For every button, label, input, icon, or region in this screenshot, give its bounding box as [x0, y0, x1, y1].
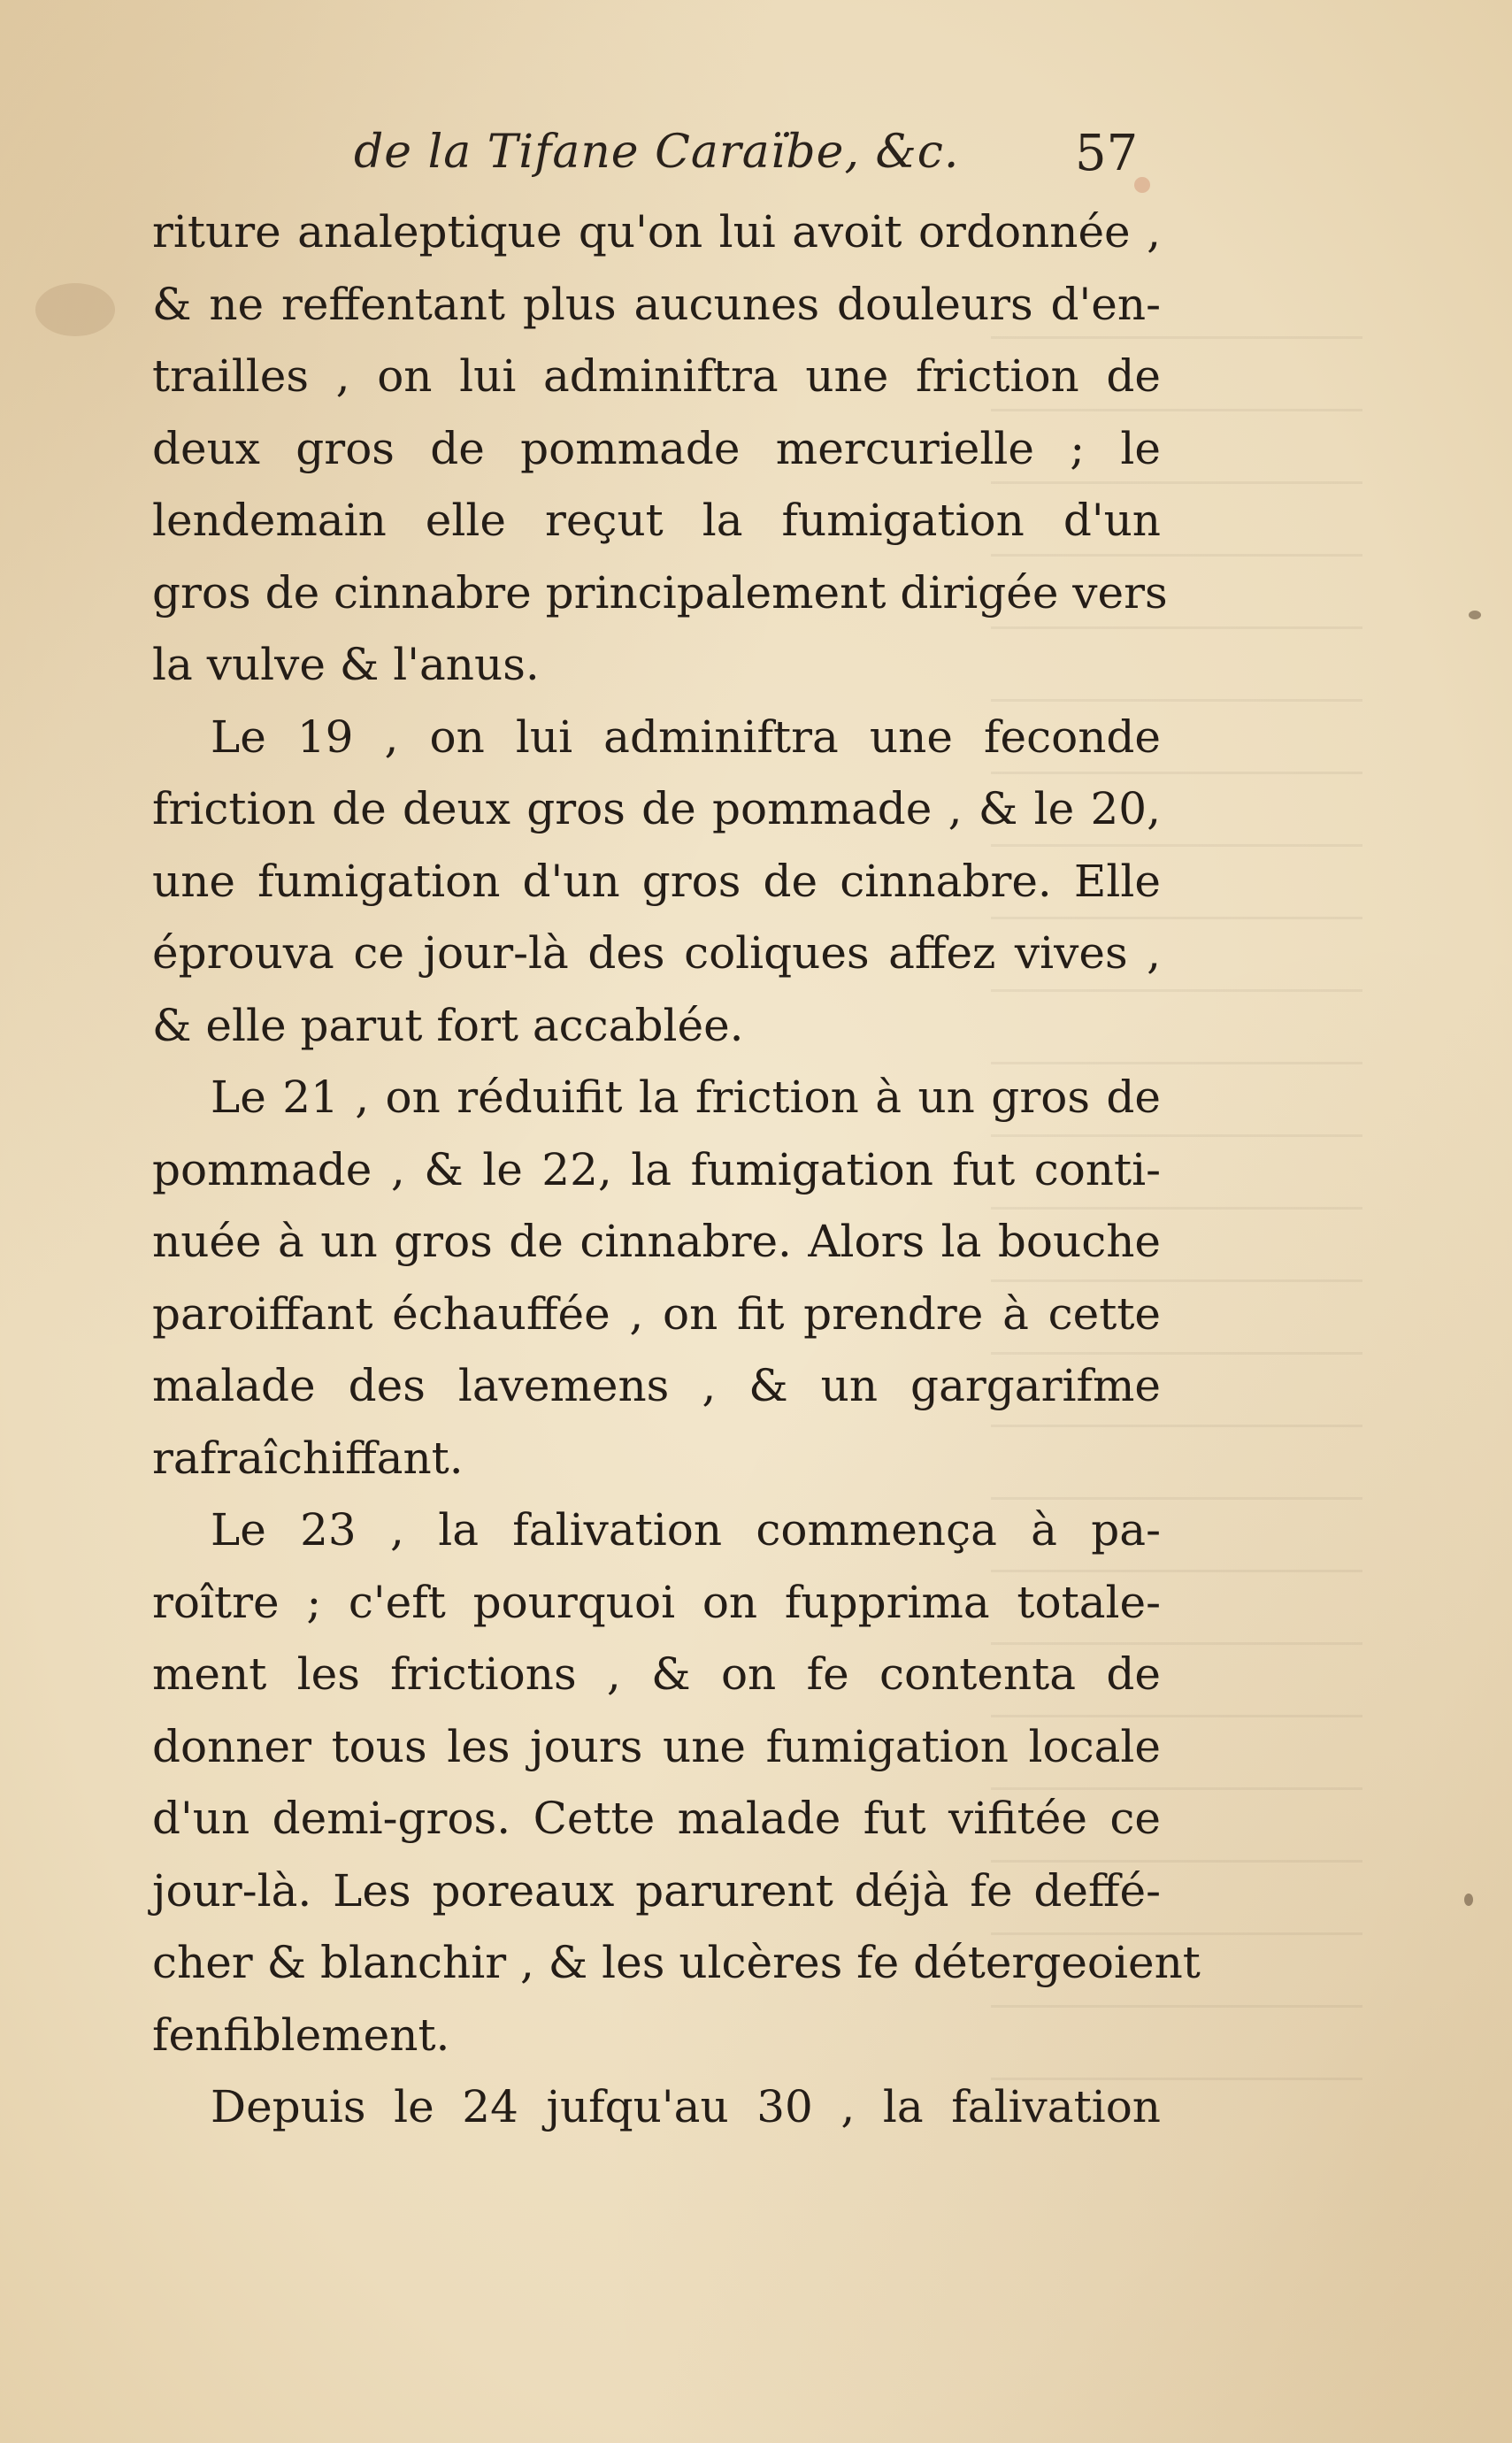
paragraph	[152, 1062, 1161, 1494]
text-line: Le 21 , on réduifit la friction à un gros de	[211, 1072, 1161, 1123]
text-line: friction de deux gros de pommade , & le 20,	[152, 783, 1161, 834]
paragraph	[152, 1494, 1201, 2071]
ink-speck	[1469, 611, 1481, 619]
text-line: lendemain elle reçut la fumigation d'un	[152, 495, 1161, 546]
text-line: deux gros de pommade mercurielle ; le	[152, 422, 1161, 474]
text-line: nuée à un gros de cinnabre. Alors la bouche	[152, 1216, 1161, 1267]
text-line: fenfiblement.	[152, 2009, 450, 2061]
ink-speck	[1464, 1894, 1473, 1906]
text-line: éprouva ce jour-là des coliques affez vives ,	[152, 927, 1161, 979]
text-line: ment les frictions , & on fe contenta de	[152, 1648, 1161, 1700]
text-line: Le 23 , la falivation commença à pa-	[211, 1504, 1161, 1556]
paragraph	[152, 196, 1168, 702]
page-number: 57	[1075, 125, 1139, 182]
text-line: jour-là. Les poreaux parurent déjà fe deffé-	[152, 1864, 1161, 1917]
text-line: paroiffant échauffée , on fit prendre à cette	[152, 1287, 1161, 1340]
text-line: Le 19 , on lui adminiftra une feconde	[211, 711, 1161, 763]
paragraph	[152, 702, 1161, 1063]
text-line: pommade , & le 22, la fumigation fut conti-	[152, 1143, 1161, 1195]
text-line: Depuis le 24 jufqu'au 30 , la falivation	[211, 2081, 1161, 2132]
text-line: donner tous les jours une fumigation locale	[152, 1720, 1161, 1772]
text-line: cher & blanchir , & les ulcères fe détergeoient	[152, 1937, 1201, 1988]
text-line: la vulve & l'anus.	[152, 639, 540, 690]
text-line: & ne reffentant plus aucunes douleurs d'en-	[152, 278, 1161, 330]
text-line: roître ; c'eft pourquoi on fupprima totale-	[152, 1576, 1161, 1628]
text-line: gros de cinnabre principalement dirigée vers	[152, 566, 1168, 618]
text-line: malade des lavemens , & un gargarifme	[152, 1360, 1161, 1411]
text-line: une fumigation d'un gros de cinnabre. Elle	[152, 855, 1161, 907]
text-line: rafraîchiffant.	[152, 1432, 464, 1484]
page-header	[354, 117, 1150, 196]
paragraph	[152, 2071, 1161, 2144]
running-head: de la Tifane Caraïbe, &c.	[354, 126, 960, 179]
text-line: d'un demi-gros. Cette malade fut vifitée ce	[152, 1793, 1161, 1844]
text-line: trailles , on lui adminiftra une friction de	[152, 350, 1161, 402]
text-line: & elle parut fort accablée.	[152, 999, 744, 1051]
foxing-stain	[35, 283, 115, 336]
body-text	[152, 196, 1201, 2144]
text-line: riture analeptique qu'on lui avoit ordonnée ,	[152, 206, 1161, 257]
